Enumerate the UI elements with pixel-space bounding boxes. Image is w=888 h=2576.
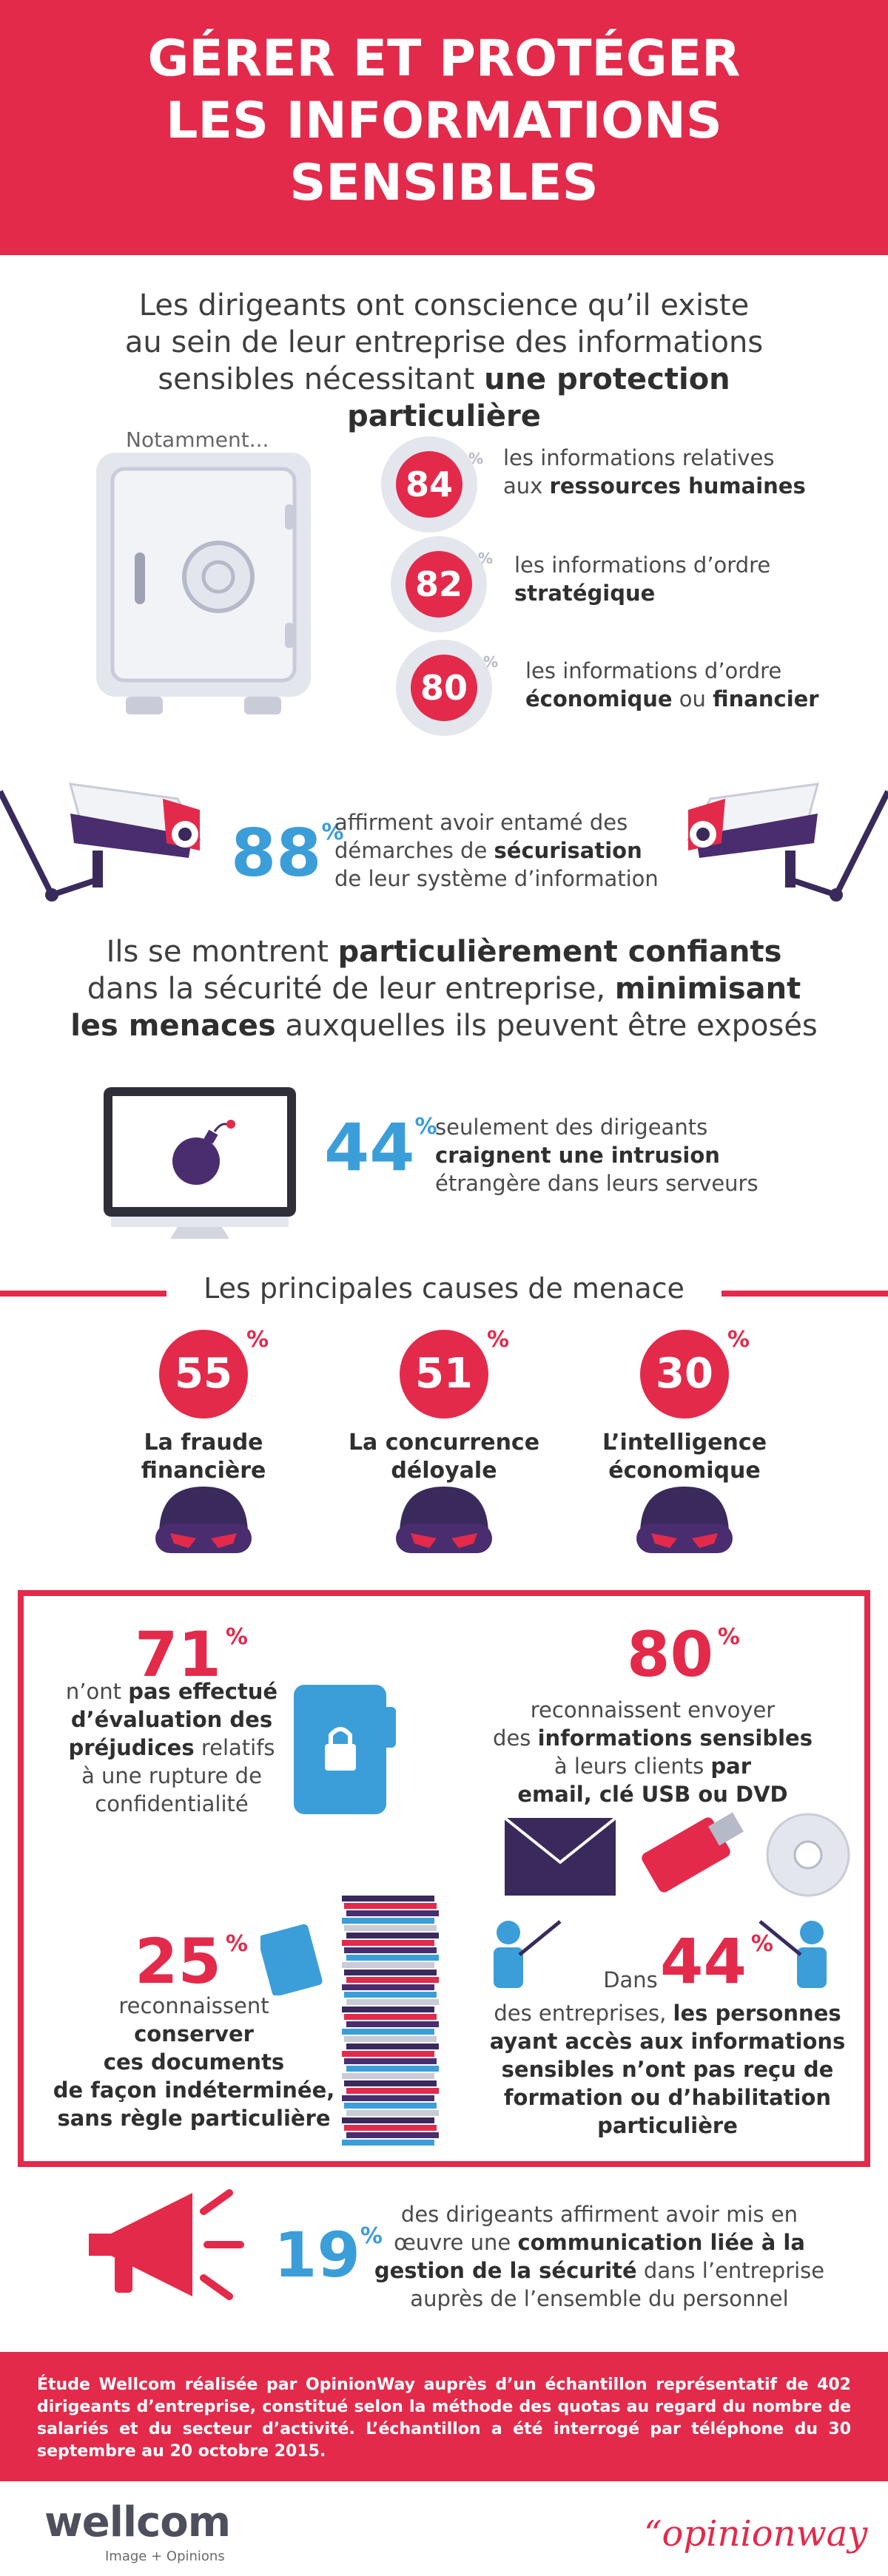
stat-bubble-84: 84 % [381,436,492,533]
file-strip [342,1918,434,1924]
hacker-icon [629,1483,740,1564]
title-line-1: GÉRER ET PROTÉGER [147,30,741,88]
cause-concurrence: 51 % La concurrence déloyale [348,1327,540,1484]
causes-title: Les principales causes de menace [204,1272,684,1305]
stat-bubble-80: 80 % [396,640,507,736]
file-strip [342,2029,434,2035]
envelope-icon [505,1818,616,1899]
megaphone-icon [81,2182,252,2308]
stat-text-44-intrusion: seulement des dirigeants craignent une intrusion étrangère dans leurs serveurs [435,1115,758,1196]
stat-text-88: affirment avoir entamé des démarches de sécurisation de leur système d’information [334,810,659,891]
intro-text [59,287,829,435]
file-strip [344,1970,437,1975]
safe-icon [96,453,311,719]
hacker-icon [388,1483,500,1564]
stat-80: 80 % [627,1618,740,1691]
file-strip [346,2088,439,2094]
intro-line-3: sensibles nécessitant une protection particulière [158,362,730,433]
file-strip [344,1992,437,1998]
stat-88: 88% [231,815,344,891]
stat-text-71: n’ont pas effectué d’évaluation des préjudices relatifs à une rupture de confidentialité [65,1679,278,1816]
methodology-note: Étude Wellcom réalisée par OpinionWay auprès d’un échantillon représentatif de 402 dirigeants d’entreprise, constitué selon la méthode des quotas au regard du nombre de salariés et du secteur d’activité. L’échantillon a été interrogé par téléphone du 30 septembre au 20 octobre 2015. [0,2352,888,2481]
file-strip [344,1947,437,1953]
file-strip [342,2095,434,2101]
stat-text-19: des dirigeants affirment avoir mis en œuvre une communication liée à la gestion de la sécurité dans l’entreprise auprès de l’ensemble du personnel [374,2202,825,2311]
stat-25: 25 % [135,1925,248,1998]
usb-key-icon [638,1811,749,1899]
file-strip [346,2066,439,2072]
page-title [0,28,888,214]
cause-fraude: 55 % La fraude financière [141,1327,269,1484]
file-strip [346,1977,439,1983]
wellcom-logo: wellcom [44,2498,231,2546]
notamment-label: Notamment... [126,427,269,452]
file-strip [346,1910,439,1916]
locked-file-icon [294,1685,397,1818]
file-strip [346,1933,439,1938]
security-camera-right-icon [666,769,888,902]
monitor-bomb-icon [104,1087,296,1243]
security-camera-left-icon [0,769,222,902]
file-strip [344,1903,437,1909]
file-strip [342,2007,434,2012]
file-strip [342,2073,434,2079]
file-strip [342,1896,434,1901]
file-strip [346,2110,439,2116]
stat-bubble-82: 82 % [391,536,502,632]
file-strip [346,1999,439,2005]
stat-text-82: les informations d’ordre stratégique [514,552,771,606]
file-strip [344,2103,437,2109]
file-strip [344,2036,437,2042]
title-line-3: SENSIBLES [289,154,599,212]
file-strip [342,1984,434,1990]
stat-text-25: reconnaissent conserver ces documents de façon indéterminée, sans règle particulière [53,1993,335,2131]
file-strip [346,2043,439,2049]
stat-text-44-formation: des entreprises, les personnes ayant accès aux informations sensibles n’ont pas reçu de formation ou d’habilitation particulière [489,2001,846,2138]
file-strip [342,2117,434,2123]
hacker-icon [148,1483,259,1564]
file-strip [344,2058,437,2064]
file-strip [346,2021,439,2027]
confidence-text: Ils se montrent particulièrement confiants dans la sécurité de leur entreprise, minimisant les menaces auxquelles ils peuvent être exposés [70,935,818,1043]
stat-71: 71 % [135,1618,248,1691]
file-strip [344,2125,437,2131]
file-strip [342,1940,434,1946]
file-strip [346,2132,439,2138]
stat-44-intrusion: 44% [324,1109,437,1186]
teacher-icon [482,1914,564,1995]
title-line-2: LES INFORMATIONS [166,92,722,150]
opinionway-logo: “opinionway [644,2513,868,2555]
intro-line-1: Les dirigeants ont conscience qu’il existe [138,288,750,322]
file-strip [344,2014,437,2020]
header-banner [0,0,888,255]
cause-intelligence: 30 % L’intelligence économique [602,1327,767,1484]
stat-text-80: les informations d’ordre économique ou financier [525,658,819,711]
file-strip [342,2051,434,2057]
stat-44-prefix: Dans [603,1967,658,1992]
stat-text-84: les informations relatives aux ressources humaines [503,445,806,498]
stat-19: 19% [274,2219,383,2291]
dvd-icon [764,1811,852,1899]
file-strip [344,2080,437,2086]
file-strip [342,1962,434,1968]
wellcom-tagline: Image + Opinions [105,2549,225,2564]
file-strip [342,2140,434,2146]
file-strip [344,1925,437,1931]
documents-icon [260,1921,327,1995]
stat-text-80-sensibles: reconnaissent envoyer des informations sensibles à leurs clients par email, clé USB ou DVD [493,1697,813,1807]
file-strip [346,1955,439,1961]
stats-box [18,1590,870,2167]
stack-of-files-icon [334,1892,445,2158]
stat-44-formation: 44 % [660,1925,773,1998]
intro-line-2: au sein de leur entreprise des informations [124,325,764,359]
